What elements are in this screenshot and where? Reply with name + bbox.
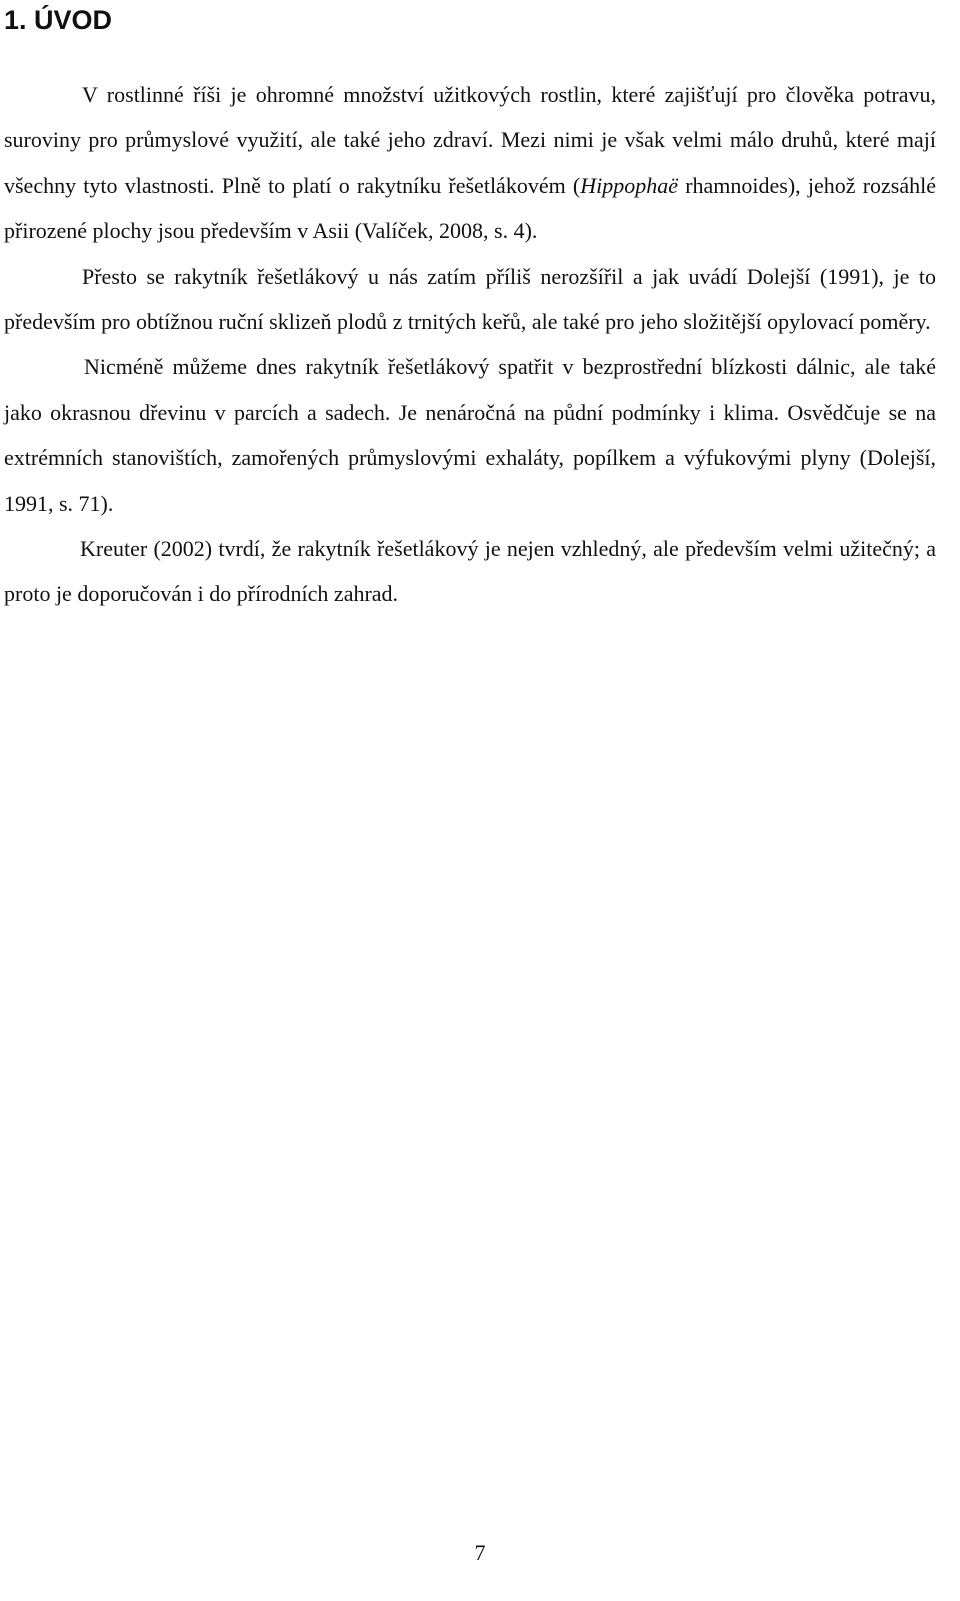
paragraph-distribution: Přesto se rakytník řešetlákový u nás zatím příliš nerozšířil a jak uvádí Dolejší (1991), je to především pro obtížnou ruční sklizeň plodů z trnitých keřů, ale také pro jeho složitější opylovací poměry.: [4, 263, 936, 335]
species-name-italic: Hippophaë: [580, 172, 678, 198]
paragraph-introduction-text-after: rhamnoides), jehož rozsáhlé přirozené plochy jsou především v Asii (Valíček, 2008, s. 4).: [4, 172, 937, 244]
paragraph-introduction: [4, 72, 936, 254]
chapter-body: [4, 72, 936, 617]
chapter-heading: 1. ÚVOD: [4, 5, 113, 35]
page-number: 7: [474, 1540, 486, 1565]
paragraph-introduction-text-before: V rostlinné říši je ohromné množství užitkových rostlin, které zajišťují pro člověka potravu, suroviny pro průmyslové využití, ale také jeho zdraví. Mezi nimi je však velmi málo druhů, které mají všechny tyto vlastnosti. Plně to platí o rakytníku řešetlákovém (: [4, 82, 936, 198]
paragraph-garden-recommendation: Kreuter (2002) tvrdí, že rakytník řešetlákový je nejen vzhledný, ale především velmi užitečný; a proto je doporučován i do přírodních zahrad.: [4, 536, 936, 607]
paragraph-usage: Nicméně můžeme dnes rakytník řešetlákový spatřit v bezprostřední blízkosti dálnic, ale také jako okrasnou dřevinu v parcích a sadech. Je nenáročná na půdní podmínky i klima. Osvědčuje se na extrémních stanovištích, zamořených průmyslovými exhaláty, popílkem a výfukovými plyny (Dolejší, 1991, s. 71).: [4, 354, 936, 516]
